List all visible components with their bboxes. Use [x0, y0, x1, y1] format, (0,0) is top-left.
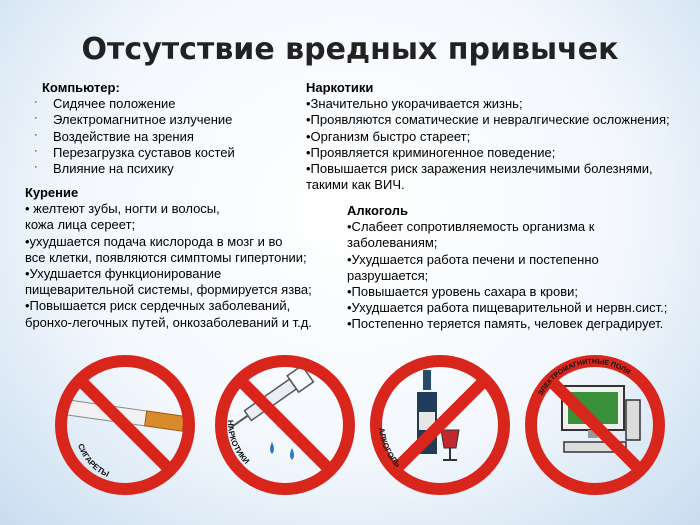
no-emf-sign	[520, 350, 670, 500]
list-item: · Электромагнитное излучение	[38, 112, 298, 128]
text-line: •Проявляются соматические и невралгические осложнения;	[306, 112, 670, 128]
text-line: •Ухудшается работа печени и постепенно	[347, 251, 599, 267]
sign-label-alcohol: АЛКОГОЛЬ	[376, 427, 403, 469]
prohibition-slash	[395, 380, 485, 470]
smoking-section	[25, 185, 345, 331]
list-item: · Сидячее положение	[38, 96, 298, 112]
drugs-heading: Наркотики	[306, 80, 374, 95]
text-line: бронхо-легочных путей, онкозаболеваний и т.д.	[25, 314, 312, 330]
list-item: · Перезагрузка суставов костей	[38, 145, 298, 161]
list-item: · Влияние на психику	[38, 161, 298, 177]
computer-section	[38, 80, 298, 177]
drugs-section	[306, 80, 698, 193]
text-line: такими как ВИЧ.	[306, 177, 405, 193]
text-line: •Ухудшается функционирование	[25, 266, 222, 282]
text-line: заболеваниям;	[347, 235, 438, 251]
alcohol-heading: Алкоголь	[347, 203, 409, 218]
prohibition-signs-row	[20, 350, 680, 520]
computer-heading: Компьютер:	[42, 80, 120, 95]
text-line: •Организм быстро стареет;	[306, 128, 471, 144]
sign-label-cigarettes: СИГАРЕТЫ	[76, 442, 111, 479]
text-line: •Слабеет сопротивляемость организма к	[347, 219, 595, 235]
text-line: •Постепенно теряется память, человек деградирует.	[347, 316, 664, 332]
text-line: пищеварительной системы, формируется язва;	[25, 282, 312, 298]
text-line: •Значительно укорачивается жизнь;	[306, 96, 523, 112]
no-alcohol-sign	[365, 350, 515, 500]
no-smoking-sign	[50, 350, 200, 500]
text-line: •Повышается риск заражения неизлечимыми болезнями,	[306, 161, 653, 177]
list-item: · Воздействие на зрения	[38, 129, 298, 145]
text-line: •Повышается уровень сахара в крови;	[347, 284, 578, 300]
text-line: • желтеют зубы, ногти и волосы,	[25, 201, 220, 217]
text-line: •Повышается риск сердечных заболеваний,	[25, 298, 291, 314]
text-line: •Проявляется криминогенное поведение;	[306, 144, 556, 160]
text-line: •Ухудшается работа пищеварительной и нервн.сист.;	[347, 300, 668, 316]
text-line: •ухудшается подача кислорода в мозг и во	[25, 233, 283, 249]
page-title: Отсутствие вредных привычек	[81, 32, 619, 67]
smoking-heading: Курение	[25, 185, 79, 200]
no-drugs-sign	[210, 350, 360, 500]
text-line: кожа лица сереет;	[25, 217, 136, 233]
sign-label-emf: ЭЛЕКТРОМАГНИТНЫЕ ПОЛЯ	[537, 358, 632, 397]
alcohol-section	[347, 203, 697, 333]
text-line: разрушается;	[347, 267, 429, 283]
text-line: все клетки, появляются симптомы гипертонии;	[25, 249, 307, 265]
sign-label-drugs: НАРКОТИКИ	[225, 419, 252, 466]
computer-list	[38, 96, 298, 177]
